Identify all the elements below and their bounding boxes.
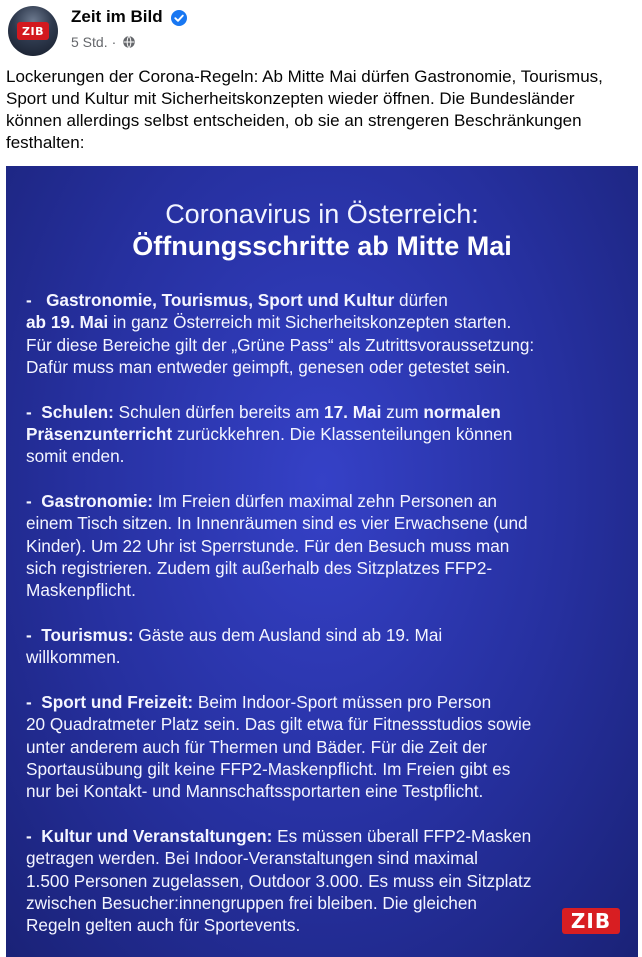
verified-badge-icon	[171, 10, 187, 26]
section-line	[26, 691, 626, 713]
globe-icon[interactable]	[122, 35, 136, 49]
bullet: -	[26, 290, 47, 310]
section-line: unter anderem auch für Thermen und Bäder. Für die Zeit der	[26, 736, 488, 757]
section-date: ab 19. Mai	[26, 312, 109, 333]
section-text: Im Freien dürfen maximal zehn Personen an	[153, 490, 497, 511]
section-text: in ganz Österreich mit Sicherheitskonzepten starten.	[108, 312, 512, 333]
section-text: Beim Indoor-Sport müssen pro Person	[193, 691, 492, 712]
section-heading: Gastronomie, Tourismus, Sport und Kultur	[46, 290, 395, 310]
section-line: Maskenpflicht.	[26, 580, 136, 601]
section-gastronomy	[26, 490, 626, 602]
section-line: willkommen.	[26, 647, 121, 668]
section-line	[26, 311, 626, 333]
section-text: Schulen dürfen bereits am	[113, 401, 325, 422]
section-line	[26, 624, 626, 646]
section-emphasis: normalen	[423, 401, 501, 422]
section-heading: Gastronomie:	[41, 490, 154, 511]
section-line	[26, 423, 626, 445]
section-tourism	[26, 624, 626, 669]
section-line: Kinder). Um 22 Uhr ist Sperrstunde. Für den Besuch muss man	[26, 535, 510, 556]
section-line: getragen werden. Bei Indoor-Veranstaltungen sind maximal	[26, 848, 478, 869]
graphic-subtitle: Öffnungsschritte ab Mitte Mai	[132, 231, 512, 261]
post-caption: Lockerungen der Corona-Regeln: Ab Mitte Mai dürfen Gastronomie, Tourismus, Sport und Kultur mit Sicherheitskonzepten wieder öffnen. Die Bundesländer können allerdings selbst entscheiden, ob sie an strengeren Beschränkungen festhalten:	[6, 67, 603, 152]
bullet: -	[26, 691, 42, 712]
section-line	[26, 825, 626, 847]
section-heading: Tourismus:	[41, 624, 134, 645]
page-name-link[interactable]: Zeit im Bild	[71, 7, 163, 26]
section-heading: Kultur und Veranstaltungen:	[41, 825, 273, 846]
section-heading: Sport und Freizeit:	[41, 691, 194, 712]
bullet: -	[26, 624, 42, 645]
section-gastro-tourism-sport-culture	[26, 289, 626, 379]
section-text: dürfen	[394, 290, 448, 310]
section-line: Sportausübung gilt keine FFP2-Maskenpflicht. Im Freien gibt es	[26, 758, 511, 779]
section-line	[26, 490, 626, 512]
section-line	[26, 289, 626, 311]
bullet: -	[26, 401, 42, 422]
post-meta	[71, 34, 136, 50]
avatar-logo: ZIB	[17, 22, 49, 40]
section-text: Gäste aus dem Ausland sind ab 19. Mai	[133, 624, 443, 645]
section-line: 1.500 Personen zugelassen, Outdoor 3.000. Es muss ein Sitzplatz	[26, 870, 532, 891]
section-line: sich registrieren. Zudem gilt außerhalb des Sitzplatzes FFP2-	[26, 558, 493, 579]
page-avatar[interactable]	[8, 6, 58, 56]
section-text: zum	[381, 401, 424, 422]
section-culture-events	[26, 825, 626, 937]
section-text: zurückkehren. Die Klassenteilungen können	[172, 424, 513, 445]
section-text: Es müssen überall FFP2-Masken	[272, 825, 532, 846]
graphic-title: Coronavirus in Österreich:	[165, 199, 479, 229]
zib-logo: ZIB	[562, 908, 620, 934]
bullet: -	[26, 825, 42, 846]
section-line	[26, 401, 626, 423]
post-header	[0, 0, 642, 62]
section-emphasis: Präsenzunterricht	[26, 424, 173, 445]
section-line: Für diese Bereiche gilt der „Grüne Pass“ als Zutrittsvoraussetzung:	[26, 334, 535, 355]
post-image[interactable]	[6, 166, 638, 957]
section-date: 17. Mai	[324, 401, 382, 422]
graphic-body	[26, 289, 626, 937]
bullet: -	[26, 490, 42, 511]
section-line: nur bei Kontakt- und Mannschaftssportarten eine Testpflicht.	[26, 781, 484, 802]
section-heading: Schulen:	[41, 401, 114, 422]
section-line: einem Tisch sitzen. In Innenräumen sind es vier Erwachsene (und	[26, 513, 528, 534]
section-line: Dafür muss man entweder geimpft, genesen oder getestet sein.	[26, 357, 511, 378]
section-sport-leisure	[26, 691, 626, 803]
section-schools	[26, 401, 626, 468]
section-line: zwischen Besucher:innengruppen frei bleiben. Die gleichen	[26, 892, 477, 913]
section-line: Regeln gelten auch für Sportevents.	[26, 915, 301, 936]
post-timestamp[interactable]: 5 Std.	[71, 34, 108, 50]
section-line: somit enden.	[26, 446, 125, 467]
section-line: 20 Quadratmeter Platz sein. Das gilt etwa für Fitnessstudios sowie	[26, 714, 532, 735]
meta-separator: ·	[111, 34, 117, 50]
